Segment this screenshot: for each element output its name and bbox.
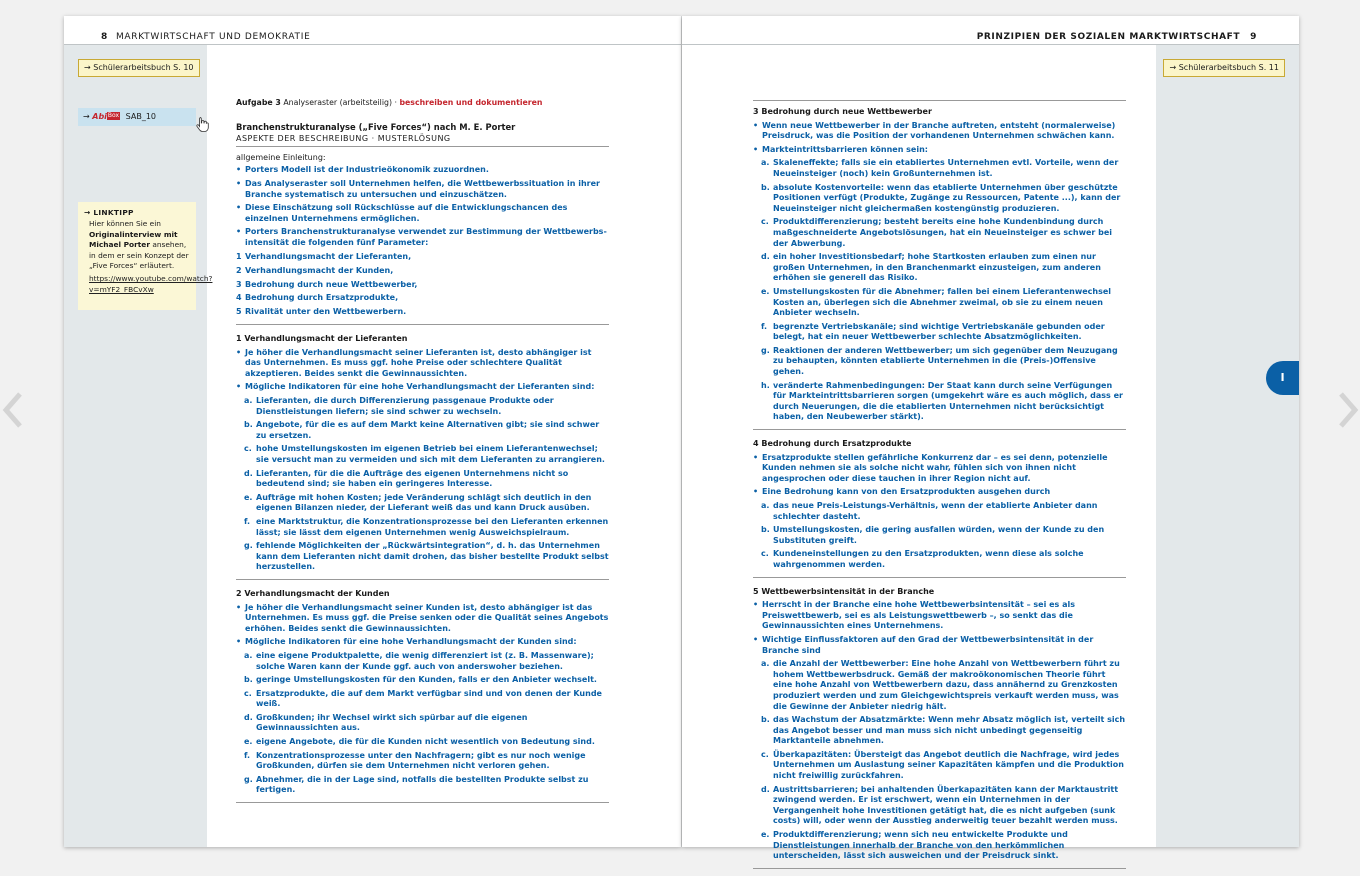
youtube-link[interactable]: https://www.youtube.com/watch?v=mYF2_FBCvXw (89, 274, 213, 294)
section-bullet: • Je höher die Verhandlungsmacht seiner Kunden ist, desto abhängiger ist das Unternehmen. Es muss ggf. die Preise senken oder die Qualität seines Angebots erhöhen. Beides senkt die Gewinnaussichten. (236, 603, 609, 635)
abibox-logo-box: Box (107, 112, 120, 119)
parameter-item: 3 Bedrohung durch neue Wettbewerber, (236, 279, 418, 289)
list-item: g. fehlende Möglichkeiten der „Rückwärtsintegration“, d. h. das Unternehmen kann dem Lieferanten nicht damit drohen, das bisher bestellte Produkt selbst herzustellen. (244, 541, 609, 572)
parameter-item: 2 Verhandlungsmacht der Kunden, (236, 265, 394, 275)
divider (753, 429, 1126, 430)
section-customer-power (236, 589, 609, 803)
divider (236, 579, 609, 580)
list-item: g. Abnehmer, die in der Lage sind, notfalls die bestellten Produkte selbst zu fertigen. (244, 774, 589, 795)
chapter-tab[interactable]: I (1266, 361, 1299, 395)
list-item: c. Kundeneinstellungen zu den Ersatzprodukten, wenn diese als solche wahrgenommen werden. (761, 549, 1084, 569)
list-item: a. eine eigene Produktpalette, die wenig differenziert ist (z. B. Massenware); solche Waren kann der Kunde ggf. auch von anderswoher beziehen. (244, 650, 594, 671)
left-margin-band (64, 45, 213, 847)
page-number-right: 9 (1250, 32, 1257, 42)
section-substitutes (753, 439, 1126, 578)
list-item: e. Aufträge mit hohen Kosten; jede Veränderung schlägt sich deutlich in den eigenen Bilanzen nieder, der Lieferant weiß das und kann Druck ausüben. (244, 492, 592, 513)
list-item: b. geringe Umstellungskosten für den Kunden, falls er den Anbieter wechselt. (244, 675, 597, 685)
abibox-link[interactable] (78, 108, 196, 126)
list-item: b. Angebote, für die es auf dem Markt keine Alternativen gibt; sie sind schwer zu ersetzen. (244, 420, 600, 440)
left-running-title: MARKTWIRTSCHAFT UND DEMOKRATIE (115, 32, 311, 42)
list-item: a. die Anzahl der Wettbewerber: Eine hohe Anzahl von Wettbewerbern führt zu hohem Wettbewerbsdruck. Gemäß der makroökonomischen Theorie führt eine hohe Anzahl von Wettbewerbern dazu, dass annähernd zu Grenzkosten produziert werden und zum Gleichgewichtspreis verkauft werden muss, was die Gewinne der Anbieter niedrig hält. (761, 659, 1120, 711)
right-content (753, 100, 1126, 869)
list-item: d. Austrittsbarrieren; bei anhaltenden Überkapazitäten kann der Marktaustritt zwingend werden. Er ist erschwert, wenn ein Unternehmen in der Vergangenheit hohe Investitionen getätigt hat, die es nicht aufgeben (sunk costs) will, oder wenn der Ausstieg anderweitig teuer bezahlt werden muss. (761, 784, 1119, 826)
intro-label: allgemeine Einleitung: (236, 152, 326, 162)
list-item: a. Skaleneffekte; falls sie ein etabliertes Unternehmen evtl. Vorteile, wenn der Neueinsteiger (noch) kein Großunternehmen ist. (761, 158, 1119, 178)
divider (236, 324, 609, 325)
page-title: Branchenstrukturanalyse („Five Forces“) nach M. E. Porter (236, 121, 516, 132)
list-item: b. absolute Kostenvorteile: wenn das etablierte Unternehmen über geschützte Positionen verfügt (Produkte, Zugänge zu Ressourcen, Patente ...), kann der Neueinsteiger nicht gleichermaßen kostengünstig produzieren. (761, 182, 1121, 213)
section-bullet: • Eine Bedrohung kann von den Ersatzprodukten ausgehen durch (753, 487, 1126, 498)
left-content (236, 98, 609, 803)
parameter-item: 1 Verhandlungsmacht der Lieferanten, (236, 251, 412, 261)
hand-cursor-icon (196, 116, 210, 132)
left-page (64, 16, 681, 847)
section-bullet: • Mögliche Indikatoren für eine hohe Verhandlungsmacht der Lieferanten sind: (236, 382, 609, 393)
divider (236, 802, 609, 803)
workbook-reference-left[interactable]: → Schülerarbeitsbuch S. 10 (78, 59, 200, 77)
right-page-header (682, 16, 1299, 45)
list-item: e. eigene Angebote, die für die Kunden nicht wesentlich von Bedeutung sind. (244, 737, 595, 747)
right-page (682, 16, 1299, 861)
list-item: b. das Wachstum der Absatzmärkte: Wenn mehr Absatz möglich ist, verteilt sich das Angebot besser und man muss sich nicht unbedingt gegenseitig Marktanteile abnehmen. (761, 715, 1126, 746)
section-rivalry (753, 587, 1126, 869)
section-bullet: • Wichtige Einflussfaktoren auf den Grad der Wettbewerbsintensität in der Branche sind (753, 635, 1126, 656)
list-item: c. Ersatzprodukte, die auf dem Markt verfügbar sind und von denen der Kunde weiß. (244, 688, 602, 709)
section-bullet: • Ersatzprodukte stellen gefährliche Konkurrenz dar – es sei denn, potenzielle Kunden nehmen sie als solche nicht wahr, fühlen sich von ihnen nicht angesprochen oder diese tauchen in ihrer Region nicht auf. (753, 453, 1126, 485)
list-item: f. eine Marktstruktur, die Konzentrationsprozesse bei den Lieferanten erkennen lässt; sie lässt dem eigenen Unternehmen wenig Ausweichspielraum. (244, 516, 609, 537)
abibox-arrow: → (83, 112, 90, 121)
list-item: f. begrenzte Vertriebskanäle; sind wichtige Vertriebskanäle gebunden oder belegt, hat ein neuer Wettbewerber schlechte Absatzmöglichkeiten. (761, 321, 1105, 342)
parameter-item: 5 Rivalität unter den Wettbewerbern. (236, 307, 407, 317)
list-item: g. Reaktionen der anderen Wettbewerber; um sich gegenüber dem Neuzugang zu behaupten, könnten etablierte Unternehmen in die (Preis-)Offensive gehen. (761, 345, 1118, 377)
link-tip-label: → LINKTIPP (84, 208, 134, 217)
section-heading: 4 Bedrohung durch Ersatzprodukte (753, 439, 912, 449)
task-line: Aufgabe 3 Analyseraster (arbeitsteilig) · beschreiben und dokumentieren (236, 98, 543, 107)
section-new-competitors (753, 107, 1126, 430)
workbook-reference-right[interactable]: → Schülerarbeitsbuch S. 11 (1163, 59, 1285, 77)
list-item: a. das neue Preis-Leistungs-Verhältnis, wenn der etablierte Anbieter dann schlechter dasteht. (761, 501, 1098, 521)
list-item: c. hohe Umstellungskosten im eigenen Betrieb bei einem Lieferantenwechsel; sie versucht man zu vermeiden und sich mit dem Lieferanten zu arrangieren. (244, 444, 605, 464)
list-item: e. Produktdifferenzierung; wenn sich neu entwickelte Produkte und Dienstleistungen innerhalb der Branche von den herkömmlichen unterscheiden, lässt sich ausweichen und der Preisdruck sinkt. (761, 830, 1068, 861)
section-bullet: • Je höher die Verhandlungsmacht seiner Lieferanten ist, desto abhängiger ist das Unternehmen. Es muss ggf. hohe Preise oder schlechtere Qualität akzeptieren. Beides senkt die Gewinnaussichten. (236, 348, 609, 380)
section-bullet: • Herrscht in der Branche eine hohe Wettbewerbsintensität – sei es als Preiswettbewerb, sei es als Leistungswettbewerb –, so senkt das die Gewinnaussichten eines Unternehmens. (753, 600, 1126, 632)
list-item: e. Umstellungskosten für die Abnehmer; fallen bei einem Lieferantenwechsel Kosten an, überlegen sich die Abnehmer zweimal, ob sie zu einem neuen Anbieter wechseln. (761, 286, 1112, 318)
intro-bullet: • Porters Modell ist der Industrieökonomik zuzuordnen. (236, 165, 609, 176)
list-item: b. Umstellungskosten, die gering ausfallen würden, wenn der Kunde zu den Substituten greift. (761, 525, 1105, 545)
section-supplier-power (236, 334, 609, 580)
page-subtitle: ASPEKTE DER BESCHREIBUNG · MUSTERLÖSUNG (236, 134, 609, 147)
abibox-code: SAB_10 (125, 112, 156, 121)
abibox-logo-abi: Abi (92, 112, 107, 121)
intro-bullet: • Diese Einschätzung soll Rückschlüsse auf die Entwicklungschancen des einzelnen Unternehmens ermöglichen. (236, 203, 609, 224)
right-margin-band (1156, 45, 1299, 847)
list-item: d. Lieferanten, für die die Aufträge des eigenen Unternehmens nicht so bedeutend sind; sie haben ein geringeres Interesse. (244, 468, 569, 489)
list-item: h. veränderte Rahmenbedingungen: Der Staat kann durch seine Verfügungen für Markteintrittsbarrieren sorgen (umgekehrt wäre es auch möglich, dass er durch Neuerungen, die die etablierten Unternehmen nicht berücksichtigt haben, den Neubewerber stärkt). (761, 380, 1123, 422)
section-bullet: • Markteintrittsbarrieren können sein: (753, 145, 1126, 156)
section-heading: 2 Verhandlungsmacht der Kunden (236, 588, 390, 598)
divider (753, 100, 1126, 101)
section-heading: 3 Bedrohung durch neue Wettbewerber (753, 107, 932, 116)
intro-bullet: • Das Analyseraster soll Unternehmen helfen, die Wettbewerbssituation in ihrer Branche systematisch zu untersuchen und einzuschätzen. (236, 179, 609, 200)
left-page-header (64, 16, 681, 45)
link-tip-box (78, 202, 213, 310)
section-heading: 1 Verhandlungsmacht der Lieferanten (236, 334, 408, 344)
section-bullet: • Mögliche Indikatoren für eine hohe Verhandlungsmacht der Kunden sind: (236, 637, 609, 648)
list-item: d. ein hoher Investitionsbedarf; hohe Startkosten erlauben zum einen nur großen Unternehmen, in den Branchenmarkt einzusteigen, zum anderen erhöhen sie generell das Risiko. (761, 252, 1101, 283)
divider (753, 868, 1126, 869)
section-bullet: • Wenn neue Wettbewerber in der Branche auftreten, entsteht (normalerweise) Preisdruck, was die Position der vorhandenen Unternehmen schwächen kann. (753, 121, 1126, 142)
parameter-item: 4 Bedrohung durch Ersatzprodukte, (236, 293, 399, 303)
intro-bullet: • Porters Branchenstrukturanalyse verwendet zur Bestimmung der Wettbewerbsintensität die folgenden fünf Parameter: (236, 227, 609, 248)
next-page-arrow-icon[interactable] (1335, 390, 1360, 430)
list-item: a. Lieferanten, die durch Differenzierung passgenaue Produkte oder Dienstleistungen liefern; sie sind schwer zu wechseln. (244, 396, 554, 416)
list-item: d. Großkunden; ihr Wechsel wirkt sich spürbar auf die eigenen Gewinnaussichten aus. (244, 712, 528, 733)
list-item: c. Überkapazitäten: Übersteigt das Angebot deutlich die Nachfrage, wird jedes Unternehmen um Auslastung seiner Kapazitäten kämpfen und die Produktion nicht freiwillig zurückfahren. (761, 749, 1124, 781)
previous-page-arrow-icon[interactable] (0, 390, 26, 430)
section-heading: 5 Wettbewerbsintensität in der Branche (753, 586, 935, 596)
divider (753, 577, 1126, 578)
right-running-title: PRINZIPIEN DER SOZIALEN MARKTWIRTSCHAFT (976, 32, 1241, 42)
page-number-left: 8 (101, 32, 108, 42)
link-tip-text: Hier können Sie ein Originalinterview mit Michael Porter ansehen, in dem er sein Konzept der „Five Forces“ erläutert. (89, 219, 189, 271)
list-item: c. Produktdifferenzierung; besteht bereits eine hohe Kundenbindung durch maßgeschneiderte Angebotslösungen, hat ein Neueinsteiger es schwer bei der Abwerbung. (761, 217, 1113, 248)
list-item: f. Konzentrationsprozesse unter den Nachfragern; gibt es nur noch wenige Großkunden, dürfen sie dem Unternehmen nicht verloren gehen. (244, 750, 586, 771)
